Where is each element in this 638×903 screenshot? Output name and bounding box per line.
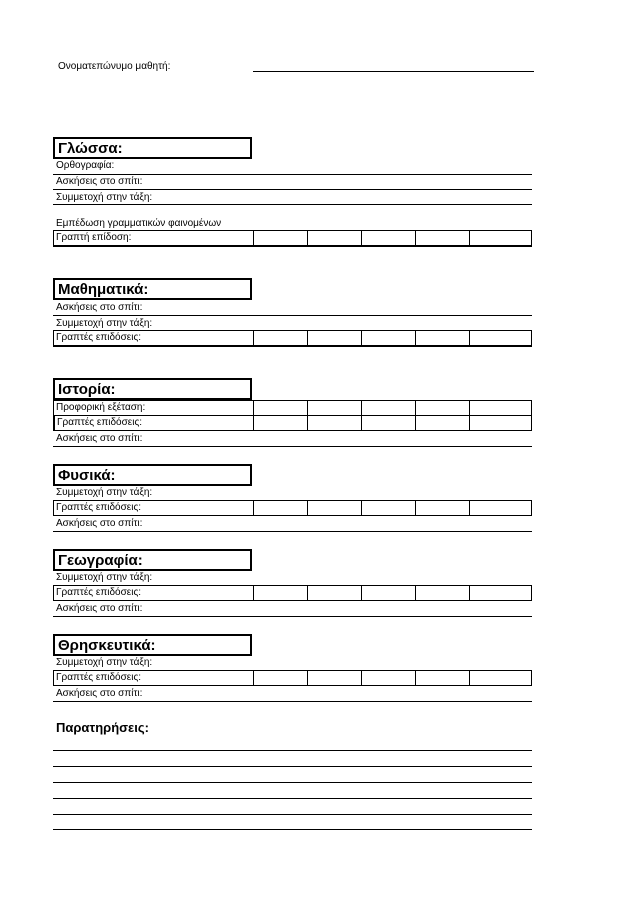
language-written-label: Γραπτή επίδοση:	[56, 232, 132, 243]
grade-cell[interactable]	[415, 586, 469, 600]
physics-written-grid	[53, 500, 532, 516]
history-homework-label: Ασκήσεις στο σπίτι:	[56, 433, 143, 444]
notes-line[interactable]	[53, 750, 532, 751]
grade-cell[interactable]	[307, 586, 361, 600]
history-written-label: Γραπτές επιδόσεις:	[54, 415, 253, 430]
grade-cell[interactable]	[253, 245, 307, 246]
grade-cell[interactable]	[469, 671, 531, 685]
grade-cell[interactable]	[469, 245, 531, 246]
grade-cell[interactable]	[307, 415, 361, 430]
student-name-field[interactable]	[253, 71, 534, 72]
notes-line[interactable]	[53, 782, 532, 783]
grade-cell[interactable]	[469, 415, 531, 430]
grade-cell[interactable]	[415, 245, 469, 246]
math-homework-label: Ασκήσεις στο σπίτι:	[56, 302, 143, 313]
grade-cell[interactable]	[307, 331, 361, 345]
history-homework-line[interactable]	[53, 446, 532, 447]
grade-cell[interactable]	[361, 671, 415, 685]
geography-title: Γεωγραφία:	[53, 549, 252, 571]
religion-participation-label: Συμμετοχή στην τάξη:	[56, 657, 153, 668]
grade-cell[interactable]	[415, 401, 469, 415]
geography-homework-label: Ασκήσεις στο σπίτι:	[56, 603, 143, 614]
grade-cell[interactable]	[361, 401, 415, 415]
math-written-label: Γραπτές επιδόσεις:	[56, 332, 142, 343]
grade-cell[interactable]	[361, 415, 415, 430]
grade-cell[interactable]	[253, 415, 307, 430]
notes-line[interactable]	[53, 829, 532, 830]
student-name-label: Ονοματεπώνυμο μαθητή:	[58, 61, 171, 72]
religion-homework-line[interactable]	[53, 701, 532, 702]
history-oral-label: Προφορική εξέταση:	[56, 402, 146, 413]
grade-cell[interactable]	[361, 231, 415, 245]
language-homework-line[interactable]	[53, 189, 532, 190]
math-participation-label: Συμμετοχή στην τάξη:	[56, 318, 153, 329]
grade-cell[interactable]	[307, 231, 361, 245]
grade-cell[interactable]	[253, 345, 307, 346]
language-participation-line[interactable]	[53, 204, 532, 205]
geography-written-grid	[53, 585, 532, 601]
grade-cell[interactable]	[415, 501, 469, 515]
grade-cell[interactable]	[415, 231, 469, 245]
grade-cell[interactable]	[54, 245, 253, 246]
grade-cell[interactable]	[415, 345, 469, 346]
grade-cell[interactable]	[415, 415, 469, 430]
grade-cell[interactable]	[307, 245, 361, 246]
language-homework-label: Ασκήσεις στο σπίτι:	[56, 176, 143, 187]
grade-cell[interactable]	[307, 501, 361, 515]
math-title: Μαθηματικά:	[53, 278, 252, 300]
history-grid	[53, 400, 532, 431]
religion-title: Θρησκευτικά:	[53, 634, 252, 656]
grade-cell[interactable]	[469, 231, 531, 245]
grade-cell[interactable]	[469, 345, 531, 346]
grade-cell[interactable]	[469, 586, 531, 600]
religion-written-label: Γραπτές επιδόσεις:	[56, 672, 142, 683]
math-written-grid	[53, 330, 532, 347]
physics-homework-line[interactable]	[53, 531, 532, 532]
physics-title: Φυσικά:	[53, 464, 252, 486]
notes-title: Παρατηρήσεις:	[56, 720, 149, 735]
grade-cell[interactable]	[307, 345, 361, 346]
grade-cell[interactable]	[361, 501, 415, 515]
grade-cell[interactable]	[469, 331, 531, 345]
religion-written-grid	[53, 670, 532, 686]
grade-cell[interactable]	[415, 331, 469, 345]
language-participation-label: Συμμετοχή στην τάξη:	[56, 192, 153, 203]
geography-participation-label: Συμμετοχή στην τάξη:	[56, 572, 153, 583]
physics-written-label: Γραπτές επιδόσεις:	[56, 502, 142, 513]
physics-homework-label: Ασκήσεις στο σπίτι:	[56, 518, 143, 529]
grade-cell[interactable]	[253, 401, 307, 415]
grade-cell[interactable]	[253, 231, 307, 245]
geography-homework-line[interactable]	[53, 616, 532, 617]
history-title: Ιστορία:	[53, 378, 252, 400]
language-written-grid	[53, 230, 532, 247]
grade-cell[interactable]	[253, 331, 307, 345]
notes-line[interactable]	[53, 814, 532, 815]
grade-cell[interactable]	[415, 671, 469, 685]
grade-cell[interactable]	[253, 671, 307, 685]
grade-cell[interactable]	[361, 331, 415, 345]
notes-line[interactable]	[53, 798, 532, 799]
notes-line[interactable]	[53, 766, 532, 767]
grade-cell[interactable]	[54, 345, 253, 346]
grade-cell[interactable]	[307, 671, 361, 685]
grade-cell[interactable]	[361, 345, 415, 346]
geography-written-label: Γραπτές επιδόσεις:	[56, 587, 142, 598]
grade-cell[interactable]	[361, 586, 415, 600]
grade-cell[interactable]	[361, 245, 415, 246]
language-grammar-label: Εμπέδωση γραμματικών φαινομένων	[56, 218, 222, 229]
language-spelling-line[interactable]	[53, 174, 532, 175]
physics-participation-label: Συμμετοχή στην τάξη:	[56, 487, 153, 498]
language-title: Γλώσσα:	[53, 137, 252, 159]
grade-cell[interactable]	[469, 401, 531, 415]
language-spelling-label: Ορθογραφία:	[56, 160, 115, 171]
grade-cell[interactable]	[253, 501, 307, 515]
grade-cell[interactable]	[469, 501, 531, 515]
math-homework-line[interactable]	[53, 315, 532, 316]
grade-cell[interactable]	[307, 401, 361, 415]
grade-cell[interactable]	[253, 586, 307, 600]
religion-homework-label: Ασκήσεις στο σπίτι:	[56, 688, 143, 699]
